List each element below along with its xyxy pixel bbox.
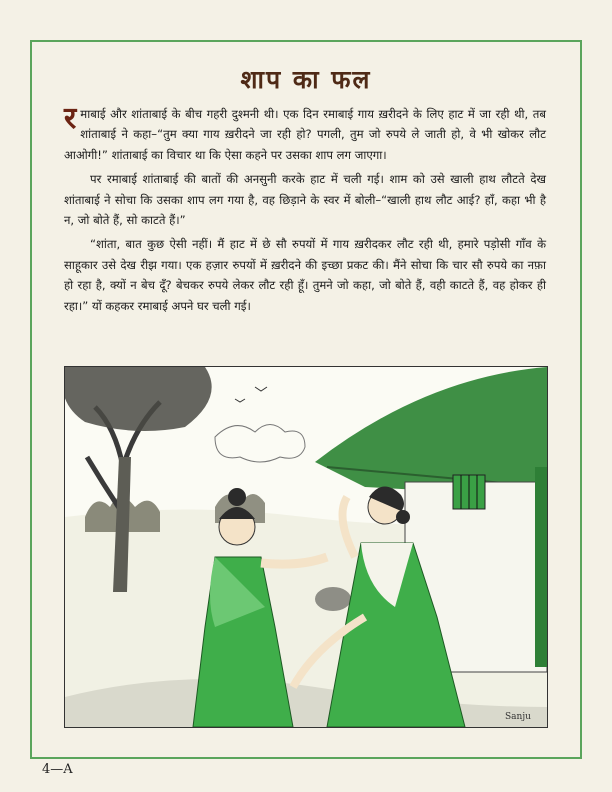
story-title: शाप का फल (240, 65, 372, 94)
paragraph-2: पर रमाबाई शांताबाई की बातों की अनसुनी करके हाट में चली गई। शाम को उसे खाली हाथ लौटते देख शांताबाई ने सोचा कि उसका शाप लग गया है, वह छिड़ाने के स्वर में बोली–“खाली हाथ लौट आई? हाँ, कहा भी है न, जो बोते हैं, सो काटते हैं।” (64, 172, 546, 228)
paragraph-1-text: माबाई और शांताबाई के बीच गहरी दुश्मनी थी। एक दिन रमाबाई गाय ख़रीदने के लिए हाट में जा रही थी, तब शांताबाई ने कहा–“तुम क्या गाय ख़रीदने जा रही हो? पगली, तुम जो रुपये ले जाती हो, वे भी खोकर लौट आओगी!” शांताबाई का विचार था कि ऐसा कहने पर उसका शाप लग जाएगा। (64, 107, 546, 162)
story-text (64, 101, 546, 320)
paragraph-1 (64, 101, 546, 165)
illustration-scene (65, 367, 547, 727)
page-number: 4—A (42, 762, 73, 777)
story-illustration (64, 366, 548, 728)
drop-cap: र (64, 101, 77, 136)
paragraph-3: “शांता, बात कुछ ऐसी नहीं। मैं हाट में छे सौ रुपयों में गाय ख़रीदकर लौट रही थी, हमारे पड़ोसी गाँव के साहूकार उसे देख रीझ गया। एक हज़ार रुपयों में ख़रीदने की इच्छा प्रकट की। मैंने सोचा कि चार सौ रुपये का नफ़ा हो रहा है, क्यों न बेच दूँ? बेचकर रुपये लेकर लौट रही हूँ। तुमने जो कहा, जो बोते हैं, वही काटते हैं, वह होकर ही रहा।” यों कहकर रमाबाई अपने घर चली गई। (64, 237, 546, 313)
illustrator-signature: Sanju (505, 712, 531, 722)
